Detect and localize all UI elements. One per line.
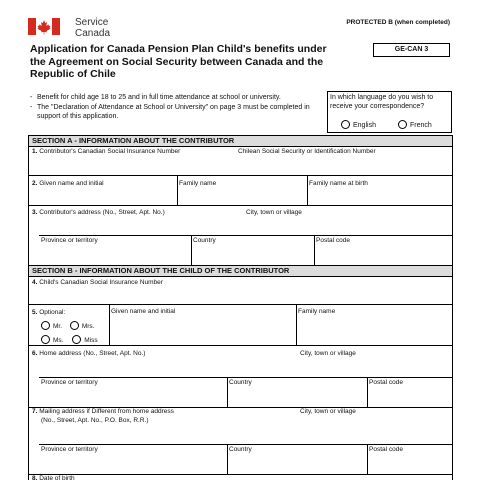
- mr-radio[interactable]: [41, 321, 50, 330]
- q2-number: 2.: [32, 180, 38, 187]
- department-name: [75, 17, 110, 39]
- contributor-country-label: Country: [193, 237, 216, 244]
- q7-label: [32, 408, 174, 416]
- child-postal-label: Postal code: [369, 379, 403, 386]
- q3-number: 3.: [32, 209, 38, 216]
- mailing-province-label: Province or territory: [41, 446, 98, 453]
- mr-label: Mr.: [53, 323, 63, 330]
- q3-label: [32, 209, 165, 217]
- ms-radio[interactable]: [41, 335, 50, 344]
- child-family-name-label: Family name: [298, 308, 336, 315]
- language-question: In which language do you wish to receive your correspondence?: [330, 94, 434, 110]
- form-id-box: GE-CAN 3: [373, 43, 450, 57]
- q4-label: [32, 279, 163, 287]
- q1-label: [32, 148, 180, 156]
- note-item: - The "Declaration of Attendance at School or University" on page 3 must be completed in support of this application.: [30, 103, 320, 121]
- contributor-sin-label: Contributor's Canadian Social Insurance Number: [39, 148, 181, 155]
- contributor-city-label: City, town or village: [246, 209, 302, 216]
- child-city-label: City, town or village: [300, 350, 356, 357]
- section-b-header: SECTION B - INFORMATION ABOUT THE CHILD OF THE CONTRIBUTOR: [29, 266, 452, 276]
- q6-label: [32, 350, 145, 358]
- title-row-2: [41, 335, 98, 345]
- protected-label: PROTECTED B (when completed): [346, 19, 450, 26]
- date-of-birth-label: Date of birth: [39, 475, 75, 480]
- q7-number: 7.: [32, 408, 38, 415]
- canada-flag-icon: [28, 18, 60, 35]
- notes-list: [30, 93, 320, 122]
- french-option[interactable]: [398, 120, 432, 131]
- mailing-country-label: Country: [229, 446, 252, 453]
- q4-number: 4.: [32, 279, 38, 286]
- contributor-address-label: Contributor's address (No., Street, Apt. No.): [39, 209, 165, 216]
- application-form: [28, 135, 453, 480]
- language-preference-box: [327, 91, 452, 133]
- chilean-id-label: Chilean Social Security or Identification Number: [238, 148, 376, 155]
- dept-line-1: Service: [75, 17, 109, 28]
- child-province-label: Province or territory: [41, 379, 98, 386]
- mailing-address-sublabel: (No., Street, Apt. No., P.O. Box, R.R.): [41, 417, 149, 424]
- child-given-name-label: Given name and initial: [111, 308, 176, 315]
- mailing-postal-label: Postal code: [369, 446, 403, 453]
- french-radio[interactable]: [398, 120, 407, 129]
- mrs-radio[interactable]: [70, 321, 79, 330]
- section-a-header: SECTION A - INFORMATION ABOUT THE CONTRIBUTOR: [29, 136, 452, 146]
- q1-number: 1.: [32, 148, 38, 155]
- q5-number: 5.: [32, 309, 38, 316]
- english-option[interactable]: [341, 120, 376, 131]
- mrs-label: Mrs.: [81, 323, 95, 330]
- child-home-address-label: Home address (No., Street, Apt. No.): [39, 350, 146, 357]
- miss-radio[interactable]: [72, 335, 81, 344]
- q8-label: [32, 475, 75, 480]
- contributor-sin-input[interactable]: [29, 156, 453, 175]
- ms-label: Ms.: [53, 337, 64, 344]
- french-label: French: [409, 122, 432, 129]
- contributor-birth-name-label: Family name at birth: [309, 180, 368, 187]
- optional-label: Optional:: [39, 309, 66, 316]
- english-radio[interactable]: [341, 120, 350, 129]
- mailing-address-label: Mailing address if Different from home address: [39, 408, 174, 415]
- dept-line-2: Canada: [75, 28, 111, 39]
- miss-label: Miss: [84, 337, 98, 344]
- title-row-1: [41, 321, 94, 331]
- mailing-city-label: City, town or village: [300, 408, 356, 415]
- child-sin-label: Child's Canadian Social Insurance Number: [39, 279, 163, 286]
- contributor-province-label: Province or territory: [41, 237, 98, 244]
- contributor-given-name-label: Given name and initial: [39, 180, 104, 187]
- q6-number: 6.: [32, 350, 38, 357]
- q8-number: 8.: [32, 475, 38, 480]
- q2-label: [32, 180, 104, 188]
- form-title: Application for Canada Pension Plan Child's benefits under the Agreement on Social Security between Canada and the Republic of Chile: [30, 43, 327, 80]
- contributor-postal-label: Postal code: [316, 237, 350, 244]
- note-item: - Benefit for child age 18 to 25 and in full time attendance at school or university.: [30, 93, 320, 102]
- contributor-family-name-label: Family name: [179, 180, 217, 187]
- child-country-label: Country: [229, 379, 252, 386]
- q5-label: [32, 309, 65, 317]
- english-label: English: [353, 122, 376, 129]
